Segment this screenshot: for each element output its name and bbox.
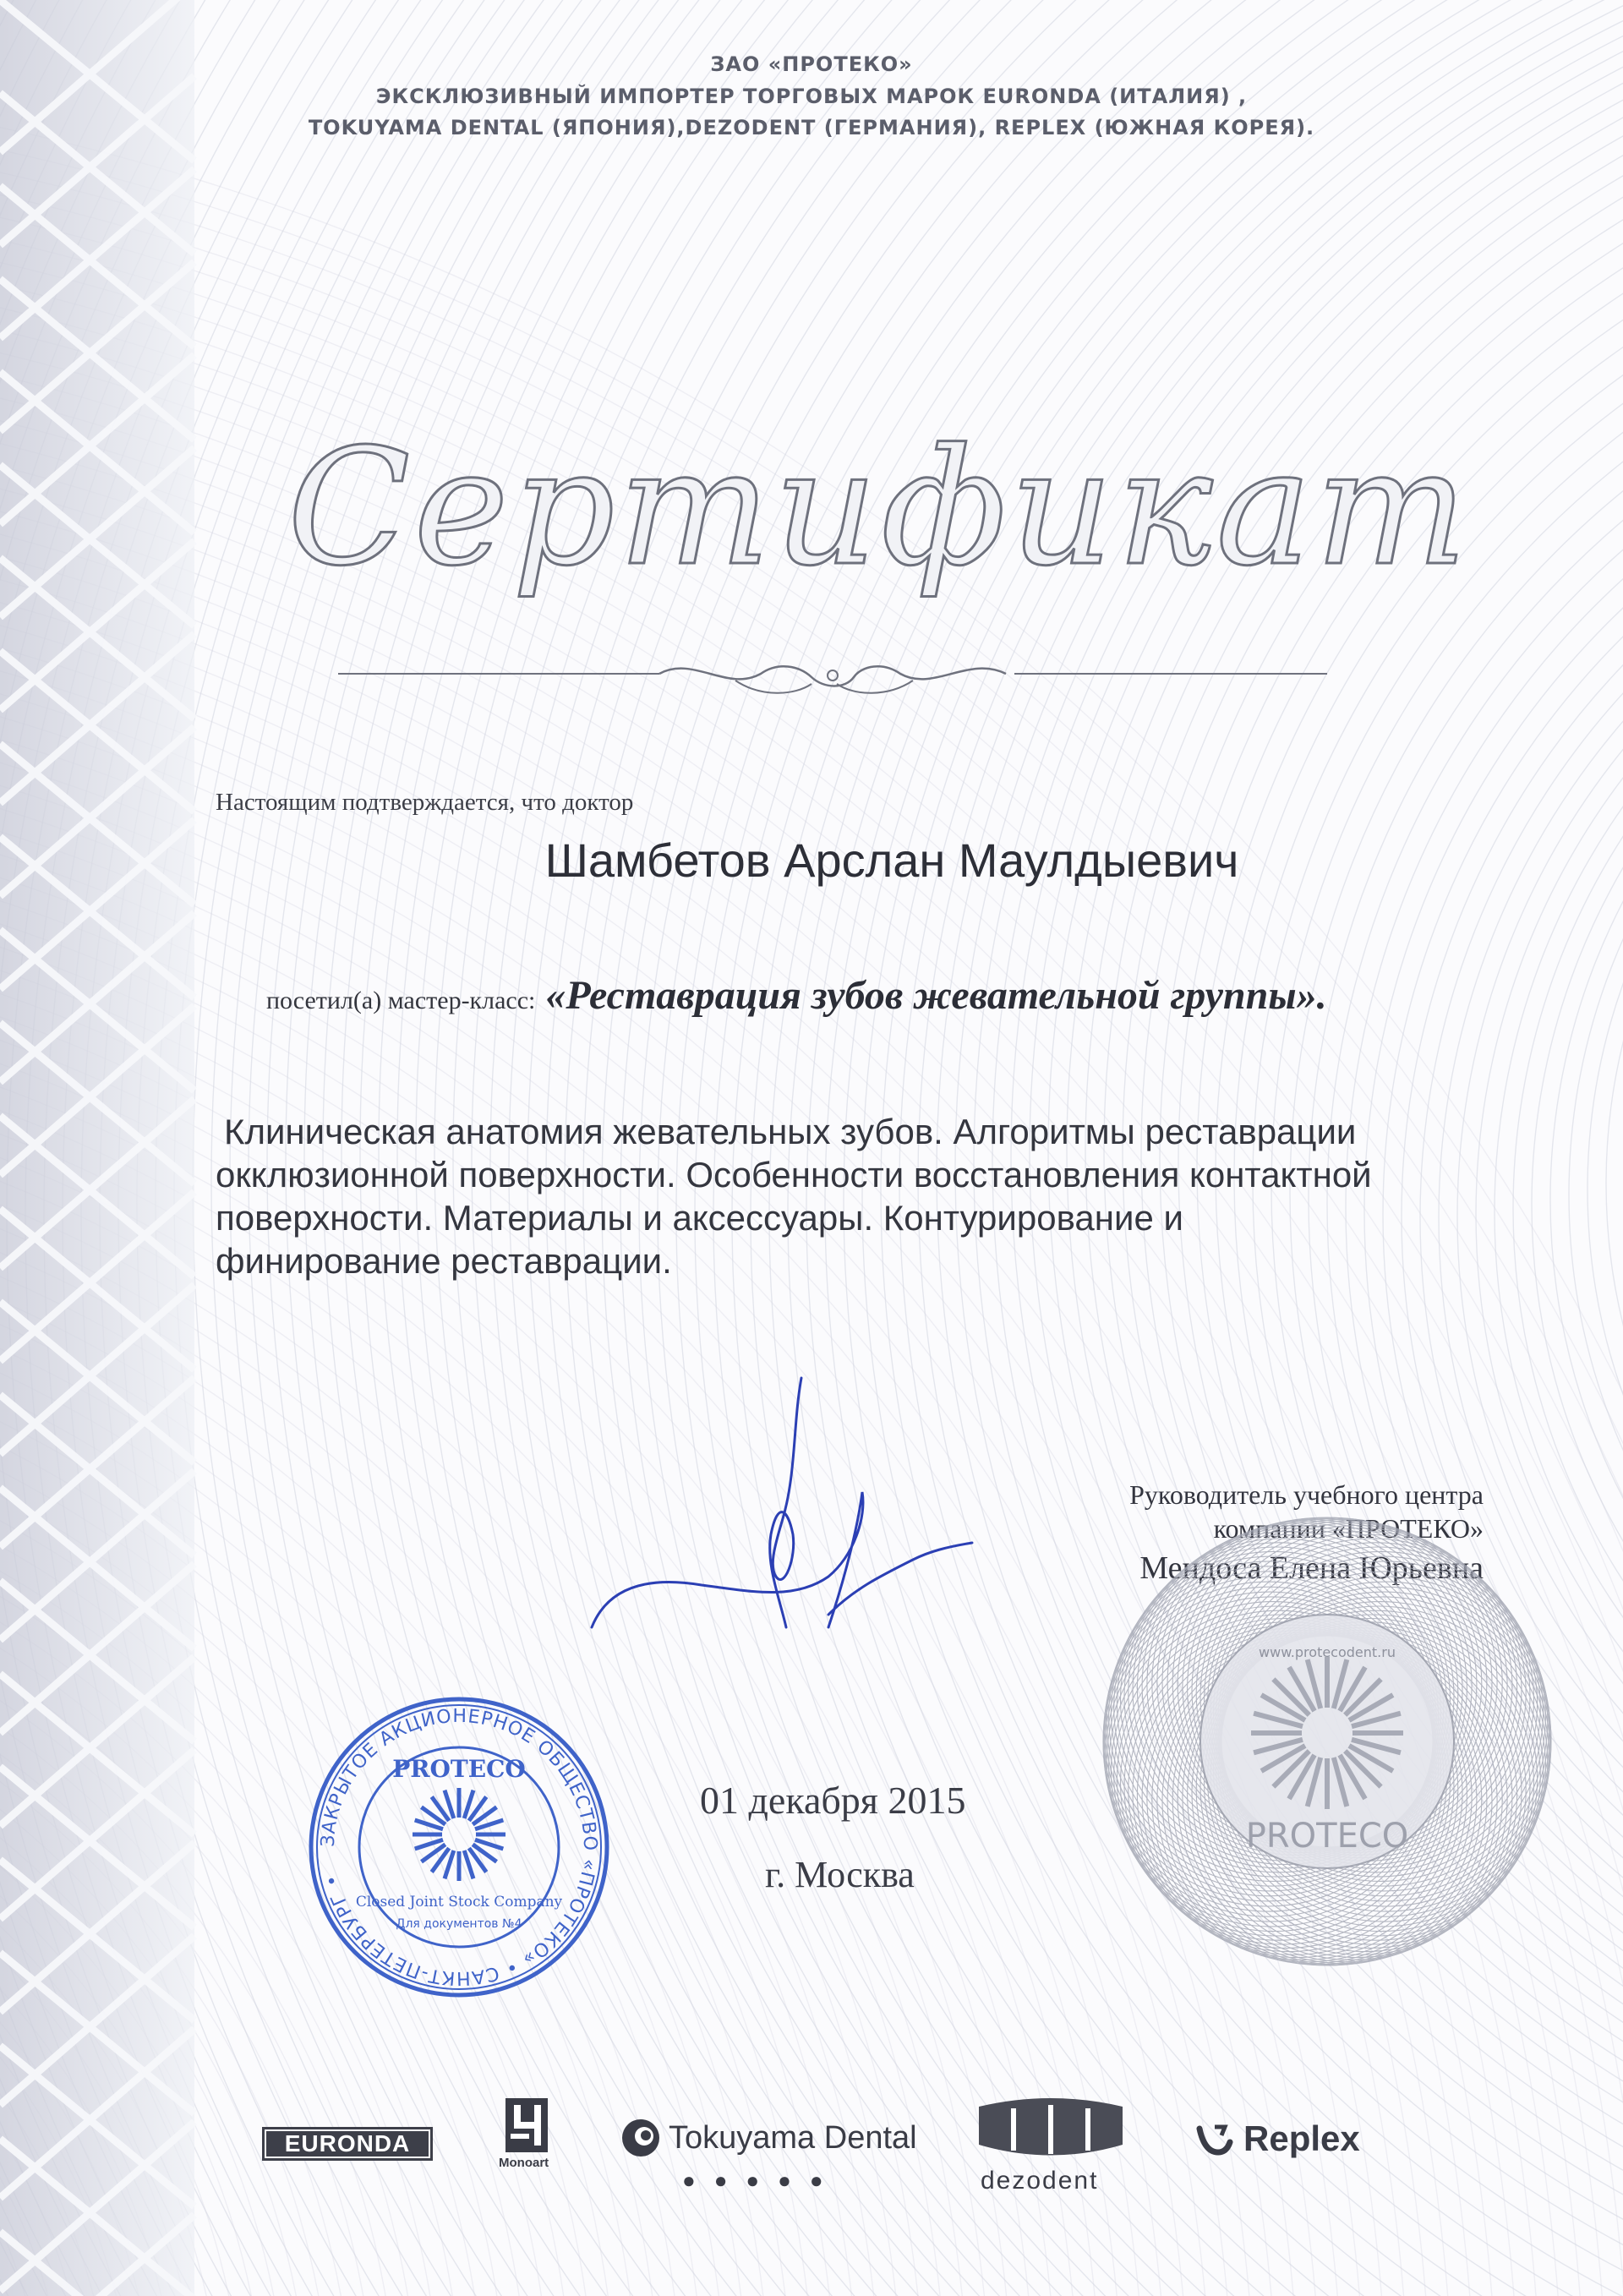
rosette-url: www.protecodent.ru: [1259, 1644, 1396, 1660]
header-company-line: ЗАО «ПРОТЕКО»: [710, 52, 913, 76]
intro-text: Настоящим подтверждается, что доктор: [216, 789, 634, 816]
partner-logos: [0, 2096, 1623, 2223]
masterclass-title: «Реставрация зубов жевательной группы».: [545, 973, 1327, 1018]
stamp-brand: PROTECO: [392, 1755, 526, 1783]
dezodent-logo: [964, 2096, 1141, 2206]
course-description: [216, 1110, 1484, 1282]
issue-city: г. Москва: [765, 1854, 915, 1895]
description-line: окклюзионной поверхности. Особенности восстановления контактной: [216, 1155, 1372, 1194]
doctor-name: Шамбетов Арслан Маулдыевич: [544, 834, 1239, 887]
replex-mark-icon: [1196, 2124, 1242, 2157]
monoart-mark-icon: [505, 2098, 548, 2152]
header-importer-line: ЭКСКЛЮЗИВНЫЙ ИМПОРТЕР ТОРГОВЫХ МАРОК EURONDA (ИТАЛИЯ) ,: [375, 85, 1248, 108]
stamp-center-text: Для документов №4: [396, 1917, 522, 1931]
description-line: финирование реставрации.: [216, 1241, 672, 1281]
description-line: поверхности. Материалы и аксессуары. Контурирование и: [216, 1198, 1183, 1238]
header-brands-line: TOKUYAMA DENTAL (ЯПОНИЯ),DEZODENT (ГЕРМАНИЯ), REPLEX (ЮЖНАЯ КОРЕЯ).: [308, 116, 1315, 139]
dezodent-label: dezodent: [981, 2167, 1099, 2195]
proteco-rosette-seal: [1090, 1505, 1564, 1978]
euronda-logo: EURONDA: [262, 2127, 433, 2161]
handwritten-signature: [575, 1374, 981, 1653]
description-line: Клиническая анатомия жевательных зубов. Алгоритмы реставрации: [224, 1112, 1357, 1151]
company-stamp: [303, 1691, 615, 2004]
signatory-name: Мендоса Елена Юрьевна: [1139, 1550, 1484, 1586]
tokuyama-dots: ●●●●●: [682, 2168, 842, 2193]
tokuyama-mark-icon: [621, 2118, 660, 2157]
stamp-inner-text: Closed Joint Stock Company: [355, 1894, 563, 1911]
certificate-title: Сертификат: [287, 414, 1471, 601]
monoart-logo: [499, 2096, 558, 2189]
rosette-brand: PROTECO: [1245, 1817, 1409, 1856]
monoart-label: Monoart: [499, 2156, 549, 2170]
signatory-position: Руководитель учебного центра: [1129, 1479, 1484, 1510]
masterclass-row: [266, 972, 1327, 1019]
issue-date: 01 декабря 2015: [700, 1779, 966, 1822]
signatory-company: компании «ПРОТЕКО»: [1213, 1513, 1484, 1544]
replex-label: Replex: [1243, 2118, 1360, 2158]
dezodent-mark-icon: [970, 2098, 1131, 2166]
masterclass-label: посетил(а) мастер-класс:: [266, 987, 536, 1014]
stamp-outer-text: ЗАКРЫТОЕ АКЦИОНЕРНОЕ ОБЩЕСТВО «ПРОТЕКО» • САНКТ-ПЕТЕРБУРГ •: [317, 1705, 601, 1989]
tokuyama-label: Tokuyama Dental: [669, 2120, 917, 2156]
title-ornament-divider: [338, 655, 1327, 706]
